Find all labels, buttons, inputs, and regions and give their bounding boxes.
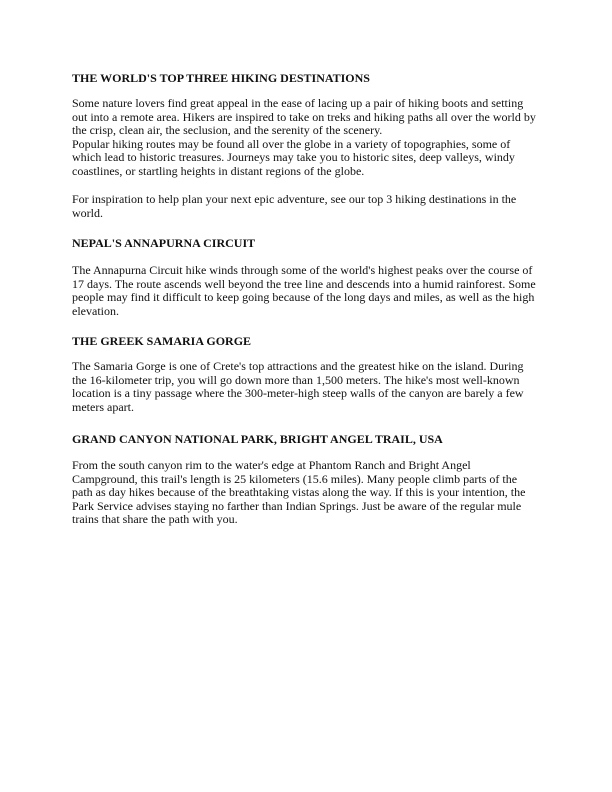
- text-line: meters apart.: [72, 399, 134, 414]
- text-line: Campground, this trail's length is 25 kilometers (15.6 miles). Many people climb parts of the: [72, 471, 518, 486]
- text-line: Park Service advises staying no farther than Indian Springs. Just be aware of the regular mule: [72, 498, 522, 513]
- intro-paragraph-1: [72, 97, 552, 178]
- intro-paragraph-3: [72, 193, 552, 220]
- text-line: location is a tiny passage where the 300-meter-high steep walls of the canyon are barely a few: [72, 386, 524, 400]
- text-line: out into a remote area. Hikers are inspired to take on treks and hiking paths all over the world by: [72, 109, 536, 124]
- section-heading-grand-canyon: GRAND CANYON NATIONAL PARK, BRIGHT ANGEL TRAIL, USA: [72, 432, 443, 446]
- section-body-nepal: [72, 264, 552, 318]
- text-line: For inspiration to help plan your next epic adventure, see our top 3 hiking destinations in the: [72, 192, 517, 206]
- page-title: THE WORLD'S TOP THREE HIKING DESTINATIONS: [72, 71, 370, 85]
- text-line: path as day hikes because of the breathtaking vistas along the way. If this is your intention, the: [72, 485, 526, 499]
- text-line: Popular hiking routes may be found all over the globe in a variety of topographies, some of: [72, 136, 511, 151]
- section-body-grand-canyon: [72, 459, 552, 527]
- text-line: world.: [72, 205, 103, 220]
- text-line: elevation.: [72, 303, 119, 318]
- text-line: the crisp, clean air, the seclusion, and the serenity of the scenery.: [72, 123, 383, 137]
- text-line: people may find it difficult to keep going because of the long days and miles, as well as the high: [72, 290, 535, 304]
- text-line: coastlines, or startling heights in distant regions of the globe.: [72, 163, 365, 178]
- text-line: The Samaria Gorge is one of Crete's top attractions and the greatest hike on the island. During: [72, 359, 524, 373]
- section-heading-samaria: THE GREEK SAMARIA GORGE: [72, 334, 252, 348]
- text-line: which lead to historic treasures. Journeys may take you to historic sites, deep valleys, windy: [72, 150, 515, 164]
- section-heading-nepal: NEPAL'S ANNAPURNA CIRCUIT: [72, 236, 256, 250]
- section-body-samaria: [72, 360, 552, 414]
- text-line: The Annapurna Circuit hike winds through some of the world's highest peaks over the course of: [72, 263, 533, 277]
- text-line: trains that share the path with you.: [72, 512, 238, 526]
- text-line: 17 days. The route ascends well beyond the tree line and descends into a humid rainforest. Some: [72, 276, 536, 291]
- text-line: the 16-kilometer trip, you will go down more than 1,500 meters. The hike's most well-known: [72, 372, 520, 387]
- text-line: Some nature lovers find great appeal in the ease of lacing up a pair of hiking boots and setting: [72, 96, 524, 110]
- text-line: From the south canyon rim to the water's edge at Phantom Ranch and Bright Angel: [72, 458, 471, 472]
